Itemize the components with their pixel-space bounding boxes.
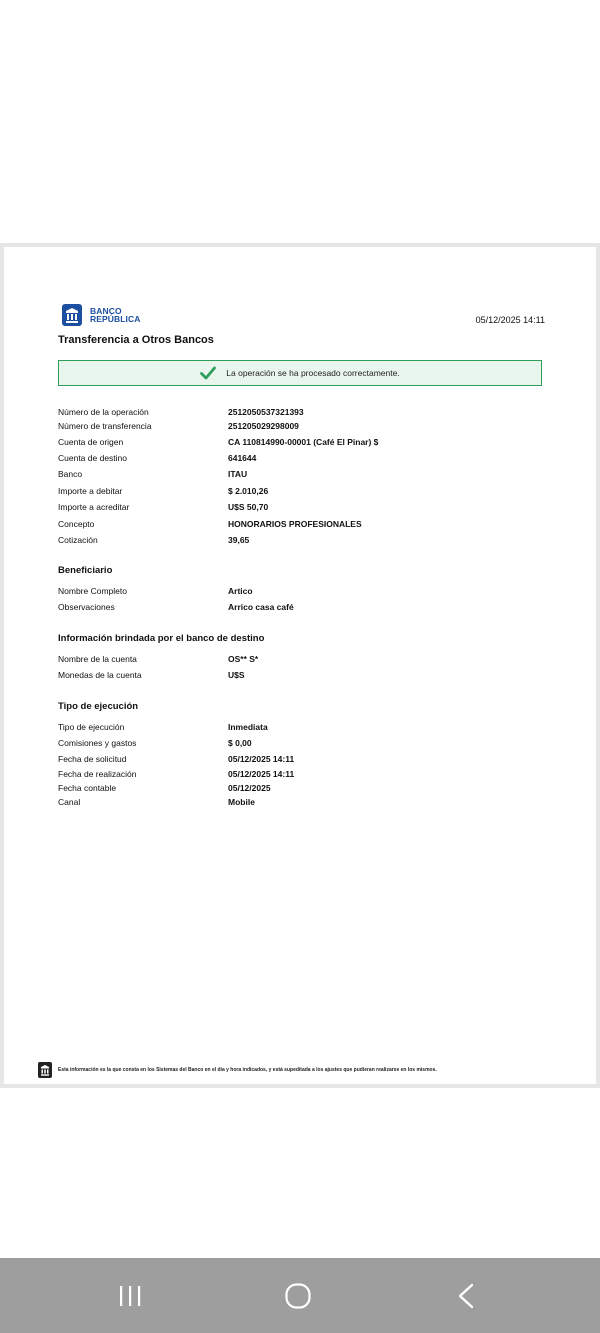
destination-row-currency xyxy=(58,669,538,681)
detail-label: Tipo de ejecución xyxy=(58,722,125,732)
execution-row-type xyxy=(58,721,538,733)
detail-value: 251205029298009 xyxy=(228,421,299,431)
document-page xyxy=(4,247,596,1084)
detail-value: 39,65 xyxy=(228,535,250,545)
detail-value: 05/12/2025 xyxy=(228,783,271,793)
beneficiary-row-name xyxy=(58,585,538,597)
detail-label: Importe a acreditar xyxy=(58,502,130,512)
detail-label: Monedas de la cuenta xyxy=(58,670,142,680)
bank-logo-line1: BANCO xyxy=(90,305,122,316)
detail-value: Mobile xyxy=(228,797,255,807)
beneficiary-row-notes xyxy=(58,601,538,613)
document-frame xyxy=(0,243,600,1088)
detail-label: Canal xyxy=(58,797,81,807)
detail-label: Nombre de la cuenta xyxy=(58,654,137,664)
detail-label: Nombre Completo xyxy=(58,586,127,596)
detail-row-debit-amount xyxy=(58,485,538,497)
detail-row-destination-account xyxy=(58,452,538,464)
detail-row-exchange-rate xyxy=(58,534,538,546)
detail-label: Concepto xyxy=(58,519,95,529)
detail-value: Arrico casa café xyxy=(228,602,294,612)
detail-value: U$S xyxy=(228,670,245,680)
detail-row-origin-account xyxy=(58,436,538,448)
back-icon[interactable] xyxy=(446,1280,486,1312)
navigation-bar xyxy=(0,1258,600,1333)
detail-label: Fecha de realización xyxy=(58,769,137,779)
detail-value: U$S 50,70 xyxy=(228,502,269,512)
destination-row-account-name xyxy=(58,653,538,665)
detail-row-operation-number xyxy=(58,406,538,418)
detail-label: Importe a debitar xyxy=(58,486,123,496)
detail-value: Artico xyxy=(228,586,253,596)
detail-value: 2512050537321393 xyxy=(228,407,304,417)
detail-label: Cuenta de origen xyxy=(58,437,124,447)
detail-value: 05/12/2025 14:11 xyxy=(228,754,295,764)
page-title: Transferencia a Otros Bancos xyxy=(58,334,214,346)
success-message: La operación se ha procesado correctamente. xyxy=(226,368,400,378)
detail-label: Cotización xyxy=(58,535,98,545)
document-footer xyxy=(38,1062,437,1078)
detail-value: 05/12/2025 14:11 xyxy=(228,769,295,779)
execution-row-accounting-date xyxy=(58,782,538,794)
execution-row-fees xyxy=(58,737,538,749)
footer-note: Esta información es la que consta en los Sistemas del Banco en el día y hora indicados, y está supeditada a los ajustes que pudieran realizarse en los mismos. xyxy=(58,1067,437,1073)
detail-value: $ 0,00 xyxy=(228,738,252,748)
bank-logo-icon xyxy=(62,304,82,326)
detail-value: 641644 xyxy=(228,453,257,463)
success-banner xyxy=(58,360,542,386)
execution-row-channel xyxy=(58,796,538,808)
document-date: 05/12/2025 14:11 xyxy=(475,315,545,325)
bank-logo xyxy=(62,303,141,327)
detail-label: Fecha contable xyxy=(58,783,117,793)
detail-label: Fecha de solicitud xyxy=(58,754,127,764)
detail-value: ITAU xyxy=(228,469,248,479)
detail-row-transfer-number xyxy=(58,420,538,432)
section-title-destination-info: Información brindada por el banco de destino xyxy=(58,633,265,644)
detail-value: HONORARIOS PROFESIONALES xyxy=(228,519,362,529)
detail-label: Observaciones xyxy=(58,602,115,612)
bank-footer-logo-icon xyxy=(38,1062,52,1078)
section-title-beneficiary: Beneficiario xyxy=(58,565,113,576)
execution-row-request-date xyxy=(58,753,538,765)
recents-icon[interactable] xyxy=(110,1280,150,1312)
detail-row-concept xyxy=(58,518,538,530)
detail-label: Comisiones y gastos xyxy=(58,738,137,748)
detail-value: OS** S* xyxy=(228,654,259,664)
detail-value: Inmediata xyxy=(228,722,268,732)
detail-value: CA 110814990-00001 (Café El Pinar) $ xyxy=(228,437,379,447)
detail-label: Cuenta de destino xyxy=(58,453,127,463)
checkmark-icon xyxy=(200,366,216,380)
detail-row-credit-amount xyxy=(58,501,538,513)
home-icon[interactable] xyxy=(278,1280,318,1312)
detail-value: $ 2.010,26 xyxy=(228,486,269,496)
section-title-execution: Tipo de ejecución xyxy=(58,701,139,712)
bank-logo-line2: REPÚBLICA xyxy=(90,314,141,324)
execution-row-completion-date xyxy=(58,768,538,780)
detail-row-bank xyxy=(58,468,538,480)
detail-label: Banco xyxy=(58,469,83,479)
detail-label: Número de la operación xyxy=(58,407,149,417)
detail-label: Número de transferencia xyxy=(58,421,152,431)
bank-logo-text xyxy=(90,307,141,324)
